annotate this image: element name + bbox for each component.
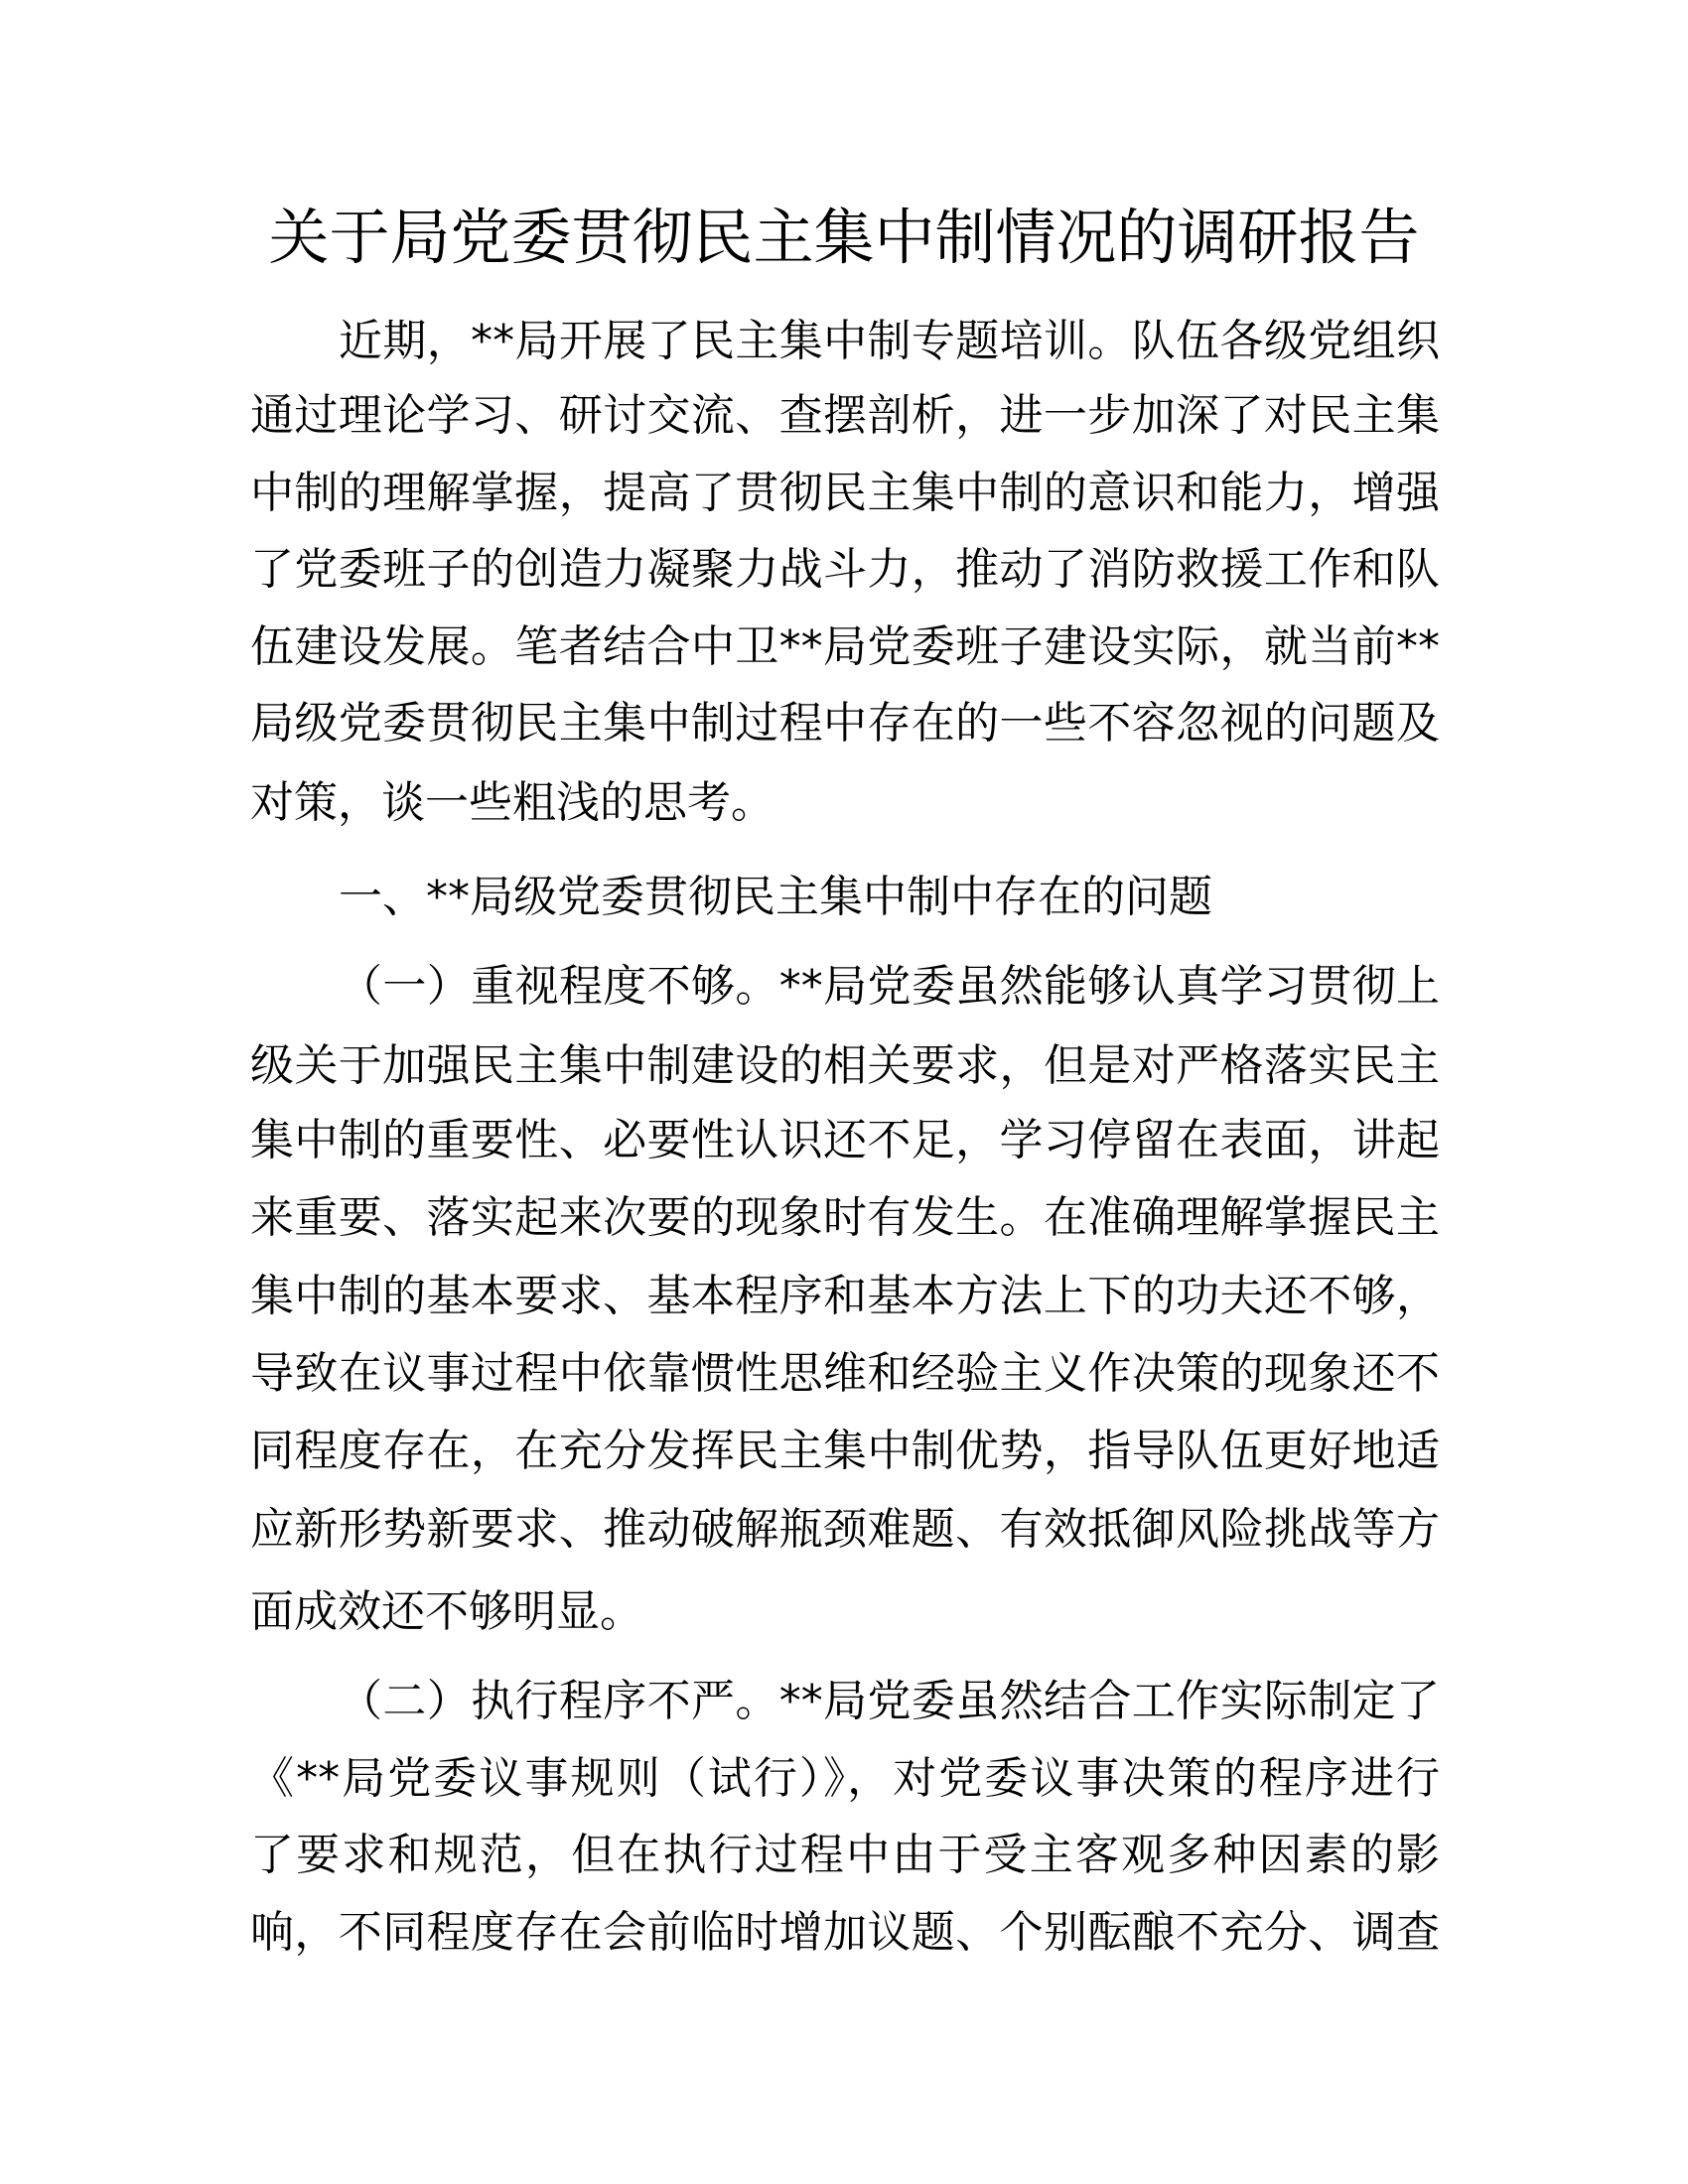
paragraph-subsection-1-line: 同程度存在，在充分发挥民主集中制优势，指导队伍更好地适 <box>250 1426 1440 1476</box>
section-heading: 一、**局级党委贯彻民主集中制中存在的问题 <box>339 872 1212 922</box>
document-title: 关于局党委贯彻民主集中制情况的调研报告 <box>268 203 1420 273</box>
paragraph-subsection-1-line: （一）重视程度不够。**局党委虽然能够认真学习贯彻上 <box>339 961 1440 1012</box>
paragraph-intro-line: 对策，谈一些粗浅的思考。 <box>250 777 774 828</box>
paragraph-subsection-1-line: 集中制的重要性、必要性认识还不足，学习停留在表面，讲起 <box>250 1115 1440 1165</box>
paragraph-subsection-2-line: 《**局党委议事规则（试行）》，对党委议事决策的程序进行 <box>250 1753 1440 1804</box>
paragraph-subsection-1-line: 面成效还不够明显。 <box>250 1586 643 1637</box>
paragraph-subsection-1-line: 应新形势新要求、推动破解瓶颈难题、有效抵御风险挑战等方 <box>250 1504 1440 1555</box>
paragraph-subsection-1-line: 导致在议事过程中依靠惯性思维和经验主义作决策的现象还不 <box>250 1348 1440 1399</box>
paragraph-intro-line: 通过理论学习、研讨交流、查摆剖析，进一步加深了对民主集 <box>250 390 1440 441</box>
paragraph-intro-line: 局级党委贯彻民主集中制过程中存在的一些不容忽视的问题及 <box>250 698 1440 749</box>
paragraph-subsection-2-line: 了要求和规范，但在执行过程中由于受主客观多种因素的影 <box>250 1830 1440 1880</box>
paragraph-subsection-2-line: （二）执行程序不严。**局党委虽然结合工作实际制定了 <box>339 1676 1440 1726</box>
paragraph-intro-line: 近期，**局开展了民主集中制专题培训。队伍各级党组织 <box>339 316 1440 366</box>
paragraph-subsection-2-line: 响，不同程度存在会前临时增加议题、个别酝酿不充分、调查 <box>250 1907 1440 1958</box>
paragraph-intro-line: 伍建设发展。笔者结合中卫**局党委班子建设实际，就当前** <box>250 621 1440 672</box>
paragraph-intro-line: 中制的理解掌握，提高了贯彻民主集中制的意识和能力，增强 <box>250 468 1440 518</box>
paragraph-subsection-1-line: 级关于加强民主集中制建设的相关要求，但是对严格落实民主 <box>250 1040 1440 1091</box>
paragraph-intro-line: 了党委班子的创造力凝聚力战斗力，推动了消防救援工作和队 <box>250 544 1440 595</box>
paragraph-subsection-1-line: 来重要、落实起来次要的现象时有发生。在准确理解掌握民主 <box>250 1192 1440 1243</box>
paragraph-subsection-1-line: 集中制的基本要求、基本程序和基本方法上下的功夫还不够， <box>250 1271 1440 1321</box>
